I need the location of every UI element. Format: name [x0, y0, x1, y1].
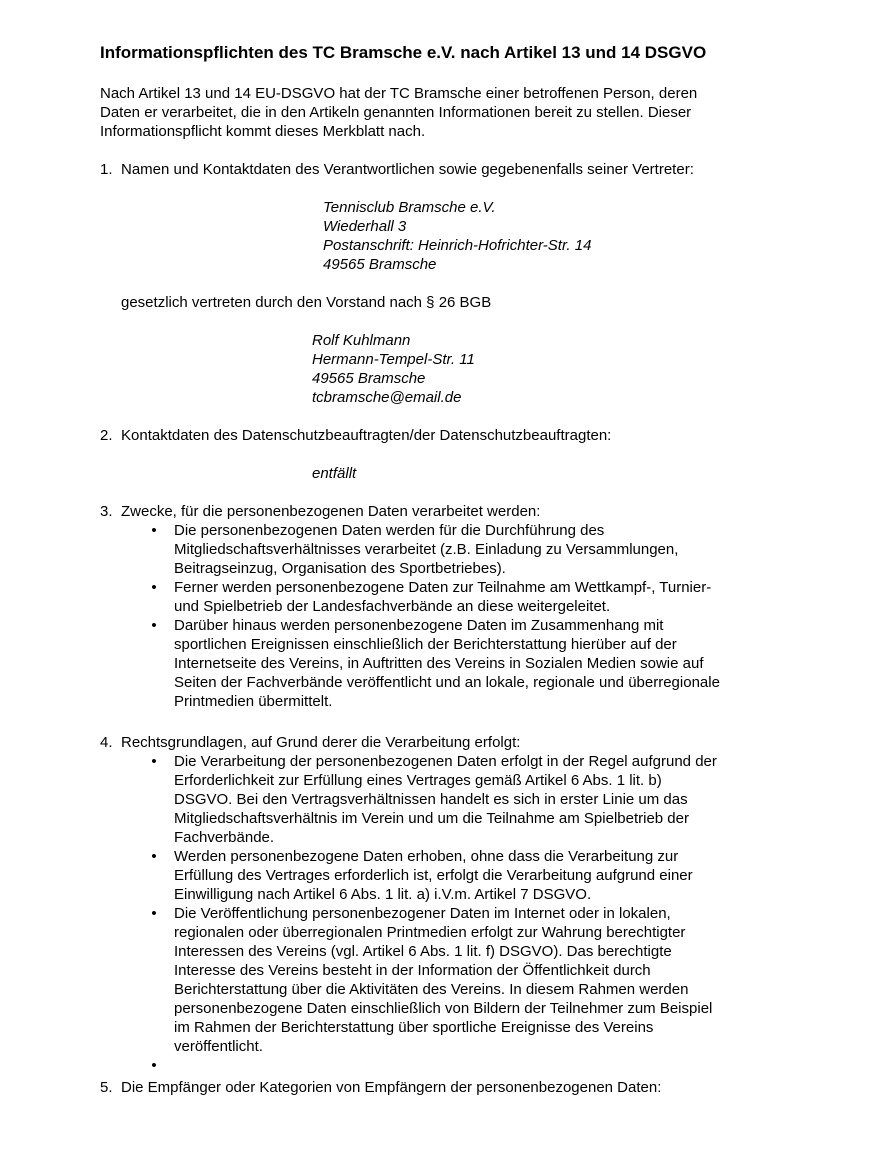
list-item-line: veröffentlicht. — [174, 1038, 263, 1055]
section-3-bullet-list — [100, 521, 800, 711]
section-number: 2. — [100, 427, 113, 444]
club-name: Tennisclub Bramsche e.V. — [323, 199, 496, 216]
list-item-empty — [100, 1056, 800, 1075]
board-member-name: Rolf Kuhlmann — [312, 332, 411, 349]
list-item-line: Interessen des Vereins (vgl. Artikel 6 Abs. 1 lit. f) DSGVO). Das berechtigte — [174, 943, 672, 960]
list-item-line: im Rahmen der Berichterstattung über sportliche Ereignisse des Vereins — [174, 1019, 654, 1036]
bullet-glyph: • — [151, 617, 157, 634]
representation-text: gesetzlich vertreten durch den Vorstand nach § 26 BGB — [121, 294, 492, 311]
dpo-value — [312, 464, 356, 483]
section-2-heading — [100, 426, 611, 445]
list-item — [100, 904, 800, 1056]
list-item-line: regionalen oder überregionalen Printmedien erfolgt zur Wahrung berechtigter — [174, 924, 686, 941]
section-number: 3. — [100, 503, 113, 520]
list-item-line: Erfüllung des Vertrages erforderlich ist, erfolgt die Verarbeitung aufgrund einer — [174, 867, 693, 884]
list-item — [100, 521, 800, 578]
section-number: 1. — [100, 161, 113, 178]
section-heading-text: Zwecke, für die personenbezogenen Daten verarbeitet werden: — [121, 503, 541, 520]
list-item-line: sportlichen Ereignissen einschließlich der Berichterstattung hierüber auf der — [174, 636, 677, 653]
list-item-line: Berichterstattung über die Aktivitäten des Vereins. In diesem Rahmen werden — [174, 981, 689, 998]
bullet-glyph: • — [151, 905, 157, 922]
section-heading-text: Die Empfänger oder Kategorien von Empfängern der personenbezogenen Daten: — [121, 1079, 662, 1096]
section-heading-text: Rechtsgrundlagen, auf Grund derer die Verarbeitung erfolgt: — [121, 734, 521, 751]
section-number: 4. — [100, 734, 113, 751]
bullet-glyph: • — [151, 579, 157, 596]
bullet-glyph: • — [151, 848, 157, 865]
list-item — [100, 847, 800, 904]
club-city: 49565 Bramsche — [323, 256, 437, 273]
list-item-line: Die Verarbeitung der personenbezogenen Daten erfolgt in der Regel aufgrund der — [174, 753, 717, 770]
document-title: Informationspflichten des TC Bramsche e.V. nach Artikel 13 und 14 DSGVO — [100, 43, 707, 62]
list-item-line: Internetseite des Vereins, in Auftritten des Vereins in Sozialen Medien sowie auf — [174, 655, 704, 672]
section-5-heading — [100, 1078, 661, 1097]
list-item — [100, 752, 800, 847]
intro-line: Informationspflicht kommt dieses Merkblatt nach. — [100, 123, 426, 140]
list-item-line: Interesse des Vereins besteht in der Information der Öffentlichkeit durch — [174, 962, 651, 979]
intro-line: Daten er verarbeitet, die in den Artikeln genannten Informationen bereit zu stellen. Dieser — [100, 104, 692, 121]
club-address-block — [323, 198, 591, 274]
list-item-line: DSGVO. Bei den Vertragsverhältnissen handelt es sich in erster Linie um das — [174, 791, 688, 808]
list-item-line: und Spielbetrieb der Landesfachverbände an diese weitergeleitet. — [174, 598, 611, 615]
list-item — [100, 616, 800, 711]
list-item-line: personenbezogene Daten einschließlich von Bildern der Teilnehmer zum Beispiel — [174, 1000, 713, 1017]
list-item-line: Printmedien übermittelt. — [174, 693, 333, 710]
bullet-glyph: • — [151, 1057, 157, 1074]
bullet-glyph: • — [151, 522, 157, 539]
list-item-line: Darüber hinaus werden personenbezogene Daten im Zusammenhang mit — [174, 617, 664, 634]
list-item-line: Seiten der Fachverbände veröffentlicht und an lokale, regionale und überregionale — [174, 674, 720, 691]
club-street: Wiederhall 3 — [323, 218, 407, 235]
list-item-line: Erforderlichkeit zur Erfüllung eines Vertrages gemäß Artikel 6 Abs. 1 lit. b) — [174, 772, 662, 789]
list-item-line: Die personenbezogenen Daten werden für die Durchführung des — [174, 522, 605, 539]
section-3-heading — [100, 502, 540, 521]
list-item — [100, 578, 800, 616]
list-item-line: Ferner werden personenbezogene Daten zur Teilnahme am Wettkampf-, Turnier- — [174, 579, 712, 596]
section-heading-text: Namen und Kontaktdaten des Verantwortlichen sowie gegebenenfalls seiner Vertreter: — [121, 161, 694, 178]
board-member-email: tcbramsche@email.de — [312, 389, 462, 406]
section-4-bullet-list — [100, 752, 800, 1075]
dpo-value-text: entfällt — [312, 465, 357, 482]
intro-paragraph — [100, 84, 780, 141]
club-postal-address: Postanschrift: Heinrich-Hofrichter-Str. 14 — [323, 237, 592, 254]
list-item-line: Die Veröffentlichung personenbezogener Daten im Internet oder in lokalen, — [174, 905, 671, 922]
list-item-line: Fachverbände. — [174, 829, 275, 846]
list-item-line: Werden personenbezogene Daten erhoben, ohne dass die Verarbeitung zur — [174, 848, 679, 865]
list-item-line: Mitgliedschaftsverhältnisses verarbeitet (z.B. Einladung zu Versammlungen, — [174, 541, 679, 558]
section-1-heading — [100, 160, 694, 179]
board-member-street: Hermann-Tempel-Str. 11 — [312, 351, 475, 368]
intro-line: Nach Artikel 13 und 14 EU-DSGVO hat der TC Bramsche einer betroffenen Person, deren — [100, 85, 698, 102]
section-heading-text: Kontaktdaten des Datenschutzbeauftragten/der Datenschutzbeauftragten: — [121, 427, 612, 444]
board-contact-block — [312, 331, 475, 407]
list-item-line: Mitgliedschaftsverhältnis im Verein und um die Teilnahme am Spielbetrieb der — [174, 810, 689, 827]
section-4-heading — [100, 733, 520, 752]
list-item-line: Beitragseinzug, Organisation des Sportbetriebes). — [174, 560, 506, 577]
section-number: 5. — [100, 1079, 113, 1096]
board-member-city: 49565 Bramsche — [312, 370, 426, 387]
list-item-line: Einwilligung nach Artikel 6 Abs. 1 lit. a) i.V.m. Artikel 7 DSGVO. — [174, 886, 592, 903]
bullet-glyph: • — [151, 753, 157, 770]
